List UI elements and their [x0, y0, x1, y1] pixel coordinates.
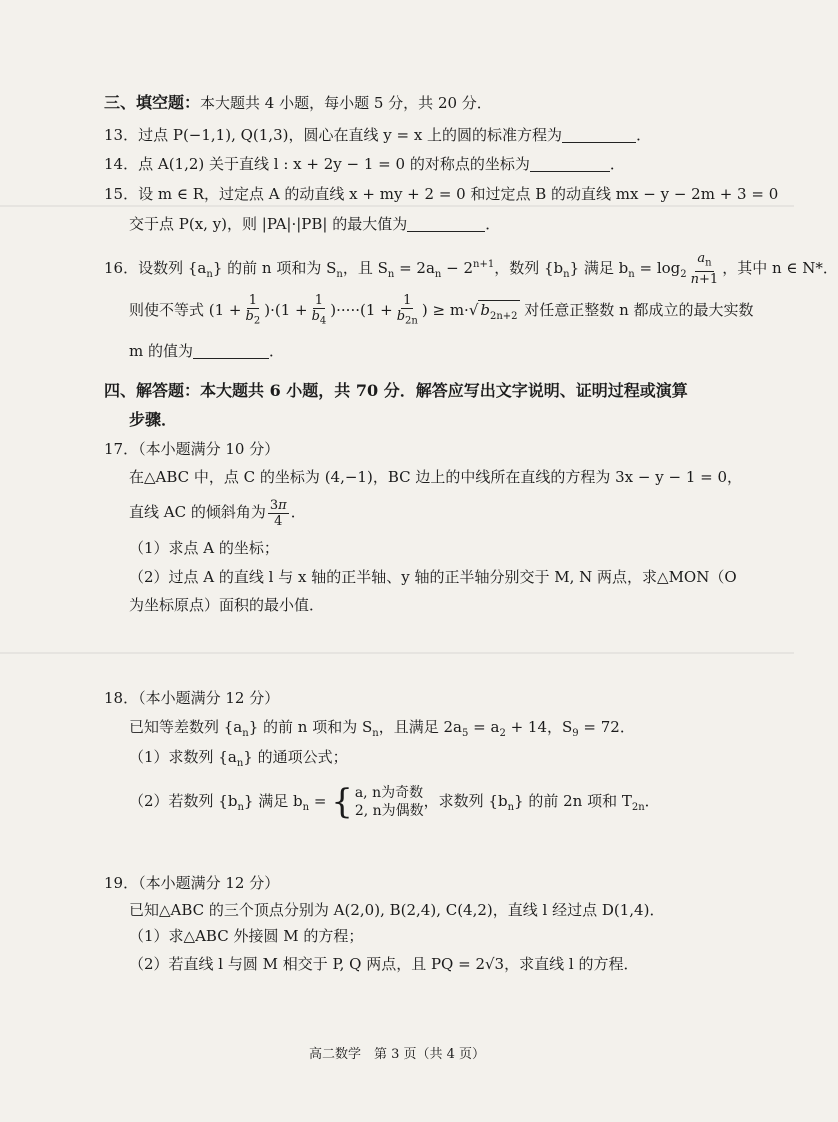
fraction-1-over-b2n: $\frac{1}{b_{2n}}$ [396, 293, 418, 327]
question-19-line1: 已知△ABC 的三个顶点分别为 A(2,0), B(2,4), C(4,2)，直线 l 经过点 D(1,4)． [129, 901, 665, 919]
question-18-part2: （2）若数列 $\{b_n\}$ 满足 $b_n$ = { a, n为奇数 2, n为偶数 ，求数列 $\{b_n\}$ 的前 2n 项和 $T_{2n}$． [129, 782, 660, 822]
question-18-part1: （1）求数列 $\{a_n\}$ 的通项公式； [129, 748, 348, 769]
score-note: （本小题满分 12 分） [138, 689, 280, 707]
answer-blank [193, 342, 269, 359]
question-13: 13．过点 P(−1,1), Q(1,3)，圆心在直线 y = x 上的圆的标准方程为 ． [104, 126, 652, 144]
question-17-part2: （2）过点 A 的直线 l 与 x 轴的正半轴、y 轴的正半轴分别交于 M, N 两点，求△MON（O [129, 568, 737, 586]
scan-artifact [0, 205, 794, 207]
score-note: （本小题满分 10 分） [138, 440, 280, 458]
answer-blank [530, 155, 610, 172]
scan-artifact [0, 652, 794, 654]
question-16: 16．设数列 $\{a_n\}$ 的前 n 项和为 $S_n$，且 $S_n = 2a_n - 2^{n+1}$，数列 $\{b_n\}$ 满足 $b_n = \log_2$ $\frac{a_n}{n+1}$ ，其中 n ∈ N*． [104, 251, 838, 287]
question-14: 14．点 A(1,2) 关于直线 l : x + 2y − 1 = 0 的对称点的坐标为 ． [104, 155, 625, 173]
section-4-heading-cont: 步骤． [129, 410, 178, 429]
section-title: 四、解答题： [104, 381, 201, 400]
answer-blank [562, 126, 636, 143]
question-19-part1: （1）求△ABC 外接圆 M 的方程； [129, 927, 364, 945]
question-17-header: 17．（本小题满分 10 分） [104, 440, 280, 458]
section-desc: 本大题共 4 小题，每小题 5 分，共 20 分． [200, 94, 492, 112]
section-title: 三、填空题： [104, 93, 201, 112]
question-17-part1: （1）求点 A 的坐标； [129, 539, 279, 557]
question-19-part2: （2）若直线 l 与圆 M 相交于 P, Q 两点，且 PQ = 2√3，求直线 l 的方程． [129, 955, 639, 973]
question-18-header: 18．（本小题满分 12 分） [104, 689, 280, 707]
section-desc: 本大题共 6 小题，共 70 分．解答应写出文字说明、证明过程或演算 [200, 381, 688, 400]
question-17-part2-cont: 为坐标原点）面积的最小值． [129, 596, 325, 614]
question-17-line2: 直线 AC 的倾斜角为 $\frac{3\pi}{4}$ ． [129, 497, 306, 529]
question-15: 15．设 m ∈ R，过定点 A 的动直线 x + my + 2 = 0 和过定点 B 的动直线 mx − y − 2m + 3 = 0 [104, 185, 779, 203]
score-note: （本小题满分 12 分） [138, 874, 280, 892]
section-4-heading [104, 380, 734, 402]
fraction-3pi-over-4: $\frac{3\pi}{4}$ [269, 497, 287, 529]
question-16-inequality: 则使不等式 (1 + $\frac{1}{b_2}$ )·(1 + $\frac{1}{b_4}$ )·····(1 + $\frac{1}{b_{2n}}$ ) ≥ m·√ $b_{2n+2}$ 对任意正整数 n 都成立的最大实数 [129, 293, 754, 327]
fraction-1-over-b4: $\frac{1}{b_4}$ [311, 293, 327, 327]
question-17-line1: 在△ABC 中，点 C 的坐标为 (4,−1)，BC 边上的中线所在直线的方程为 3x − y − 1 = 0， [129, 468, 743, 486]
fraction-an-over-n1: $\frac{a_n}{n+1}$ [690, 251, 719, 287]
question-19-header: 19．（本小题满分 12 分） [104, 874, 280, 892]
fraction-1-over-b2: $\frac{1}{b_2}$ [245, 293, 261, 327]
question-18-line1: 已知等差数列 $\{a_n\}$ 的前 n 项和为 $S_n$，且满足 $2a_5 = a_2 + 14$，$S_9 = 72$． [129, 718, 635, 739]
piecewise-definition: { a, n为奇数 2, n为偶数 [331, 782, 424, 822]
sqrt-b2n2: √ $b_{2n+2}$ [468, 301, 518, 322]
section-3-heading [104, 92, 734, 114]
page-footer: 高二数学 第 3 页（共 4 页） [308, 1047, 486, 1062]
answer-blank [407, 215, 485, 232]
question-16-cont: m 的值为 ． [129, 342, 285, 360]
question-15-cont: 交于点 P(x, y)，则 |PA|·|PB| 的最大值为 ． [129, 215, 501, 233]
